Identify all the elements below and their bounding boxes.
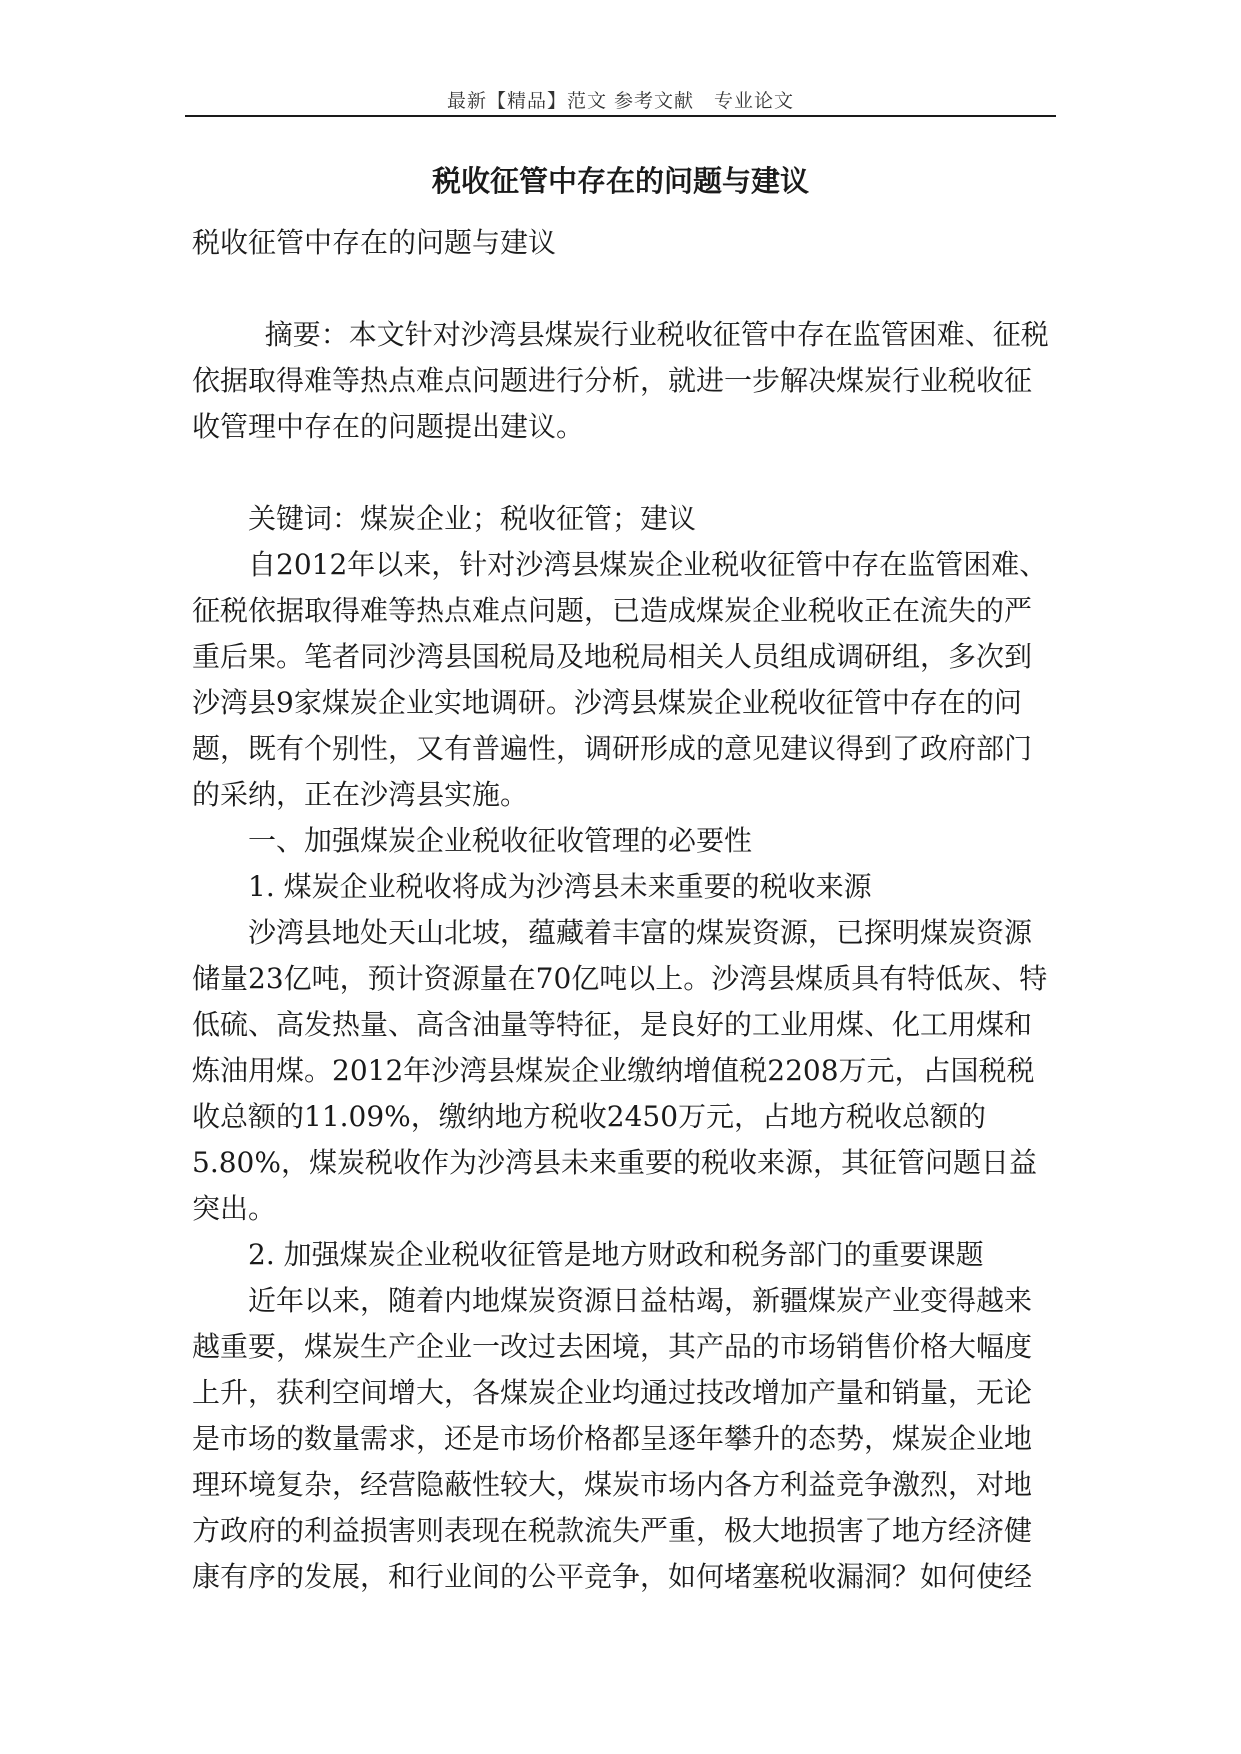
blank-line bbox=[192, 266, 1056, 312]
subsection-heading: 2. 加强煤炭企业税收征管是地方财政和税务部门的重要课题 bbox=[248, 1238, 984, 1271]
body-paragraph: 沙湾县地处天山北坡，蕴藏着丰富的煤炭资源，已探明煤炭资源储量23亿吨，预计资源量在70亿吨以上。沙湾县煤质具有特低灰、特低硫、高发热量、高含油量等特征，是良好的工业用煤、化工用煤和炼油用煤。2012年沙湾县煤炭企业缴纳增值税2208万元，占国税税收总额的11.09%，缴纳地方税收2450万元，占地方税收总额的5.80%，煤炭税收作为沙湾县未来重要的税收来源，其征管问题日益突出。 bbox=[192, 916, 1048, 1225]
document-body bbox=[192, 220, 1056, 1600]
document-title: 税收征管中存在的问题与建议 bbox=[431, 164, 809, 198]
blank-line bbox=[192, 450, 1056, 496]
header-divider bbox=[185, 115, 1056, 117]
document-subtitle: 税收征管中存在的问题与建议 bbox=[192, 226, 557, 259]
body-paragraph: 近年以来，随着内地煤炭资源日益枯竭，新疆煤炭产业变得越来越重要，煤炭生产企业一改过去困境，其产品的市场销售价格大幅度上升，获利空间增大，各煤炭企业均通过技改增加产量和销量，无论是市场的数量需求，还是市场价格都呈逐年攀升的态势，煤炭企业地理环境复杂，经营隐蔽性较大，煤炭市场内各方利益竞争激烈，对地方政府的利益损害则表现在税款流失严重，极大地损害了地方经济健康有序的发展，和行业间的公平竞争，如何堵塞税收漏洞？如何使经 bbox=[192, 1284, 1033, 1593]
abstract-paragraph: 摘要：本文针对沙湾县煤炭行业税收征管中存在监管困难、征税依据取得难等热点难点问题进行分析，就进一步解决煤炭行业税收征收管理中存在的问题提出建议。 bbox=[192, 318, 1049, 443]
keywords-line: 关键词：煤炭企业；税收征管；建议 bbox=[248, 502, 697, 535]
section-heading: 一、加强煤炭企业税收征收管理的必要性 bbox=[248, 824, 753, 857]
running-header: 最新【精品】范文 参考文献 专业论文 bbox=[446, 90, 795, 112]
body-paragraph: 自2012年以来，针对沙湾县煤炭企业税收征管中存在监管困难、征税依据取得难等热点难点问题，已造成煤炭企业税收正在流失的严重后果。笔者同沙湾县国税局及地税局相关人员组成调研组，多次到沙湾县9家煤炭企业实地调研。沙湾县煤炭企业税收征管中存在的问题，既有个别性，又有普遍性，调研形成的意见建议得到了政府部门的采纳，正在沙湾县实施。 bbox=[192, 548, 1048, 811]
subsection-heading: 1. 煤炭企业税收将成为沙湾县未来重要的税收来源 bbox=[248, 870, 872, 903]
